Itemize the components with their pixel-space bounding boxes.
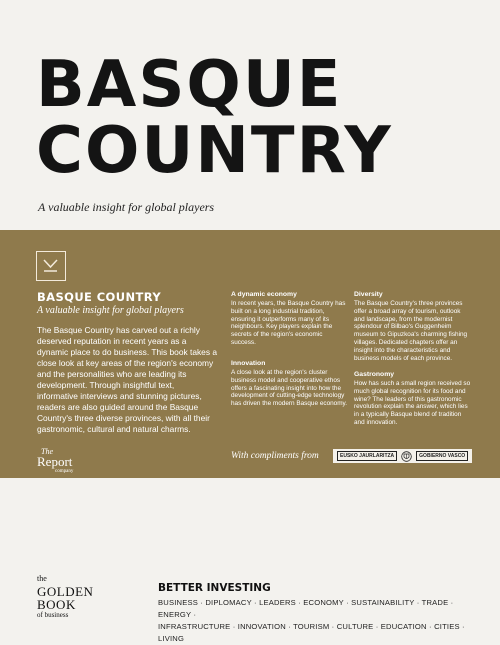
topics-list: [158, 597, 488, 645]
topics-line-1: BUSINESS · DIPLOMACY · LEADERS · ECONOMY · SUSTAINABILITY · TRADE · ENERGY ·: [158, 598, 454, 619]
intro-paragraph: The Basque Country has carved out a richly deserved reputation in recent years as a dynamic place to do business. This book takes a close look at key areas of the region's economy and the personalities who are leading its development. Through insightful text, informative interviews and stunning pictures, readers are also guided around the Basque Country's three diverse provinces, with all their gastronomic, cultural and natural charms.: [37, 325, 218, 434]
cover-tagline: A valuable insight for global players: [38, 200, 215, 214]
band-heading: BASQUE COUNTRY: [37, 290, 162, 304]
logo-the: The: [41, 447, 53, 456]
logo-company: company: [55, 469, 74, 474]
section-innovation: [231, 360, 349, 408]
band-subheading: A valuable insight for global players: [37, 305, 184, 316]
government-name-spanish: GOBIERNO VASCO: [416, 451, 468, 461]
section-title: A dynamic economy: [231, 291, 297, 298]
government-name-basque: EUSKO JAURLARITZA: [337, 451, 397, 461]
section-title: Diversity: [354, 291, 383, 298]
section-diversity: [354, 291, 472, 362]
section-gastronomy: [354, 371, 472, 427]
page-title: [36, 48, 393, 188]
basque-government-badge: [333, 449, 472, 463]
section-title: Gastronomy: [354, 371, 395, 378]
title-line-1: BASQUE: [36, 48, 343, 122]
logo-golden: GOLDEN: [37, 584, 94, 599]
compliments-text: With compliments from: [231, 451, 319, 461]
section-dynamic-economy: [231, 291, 349, 347]
the-report-company-logo: [37, 447, 73, 477]
section-title: Innovation: [231, 360, 266, 367]
golden-book-logo: [37, 572, 93, 620]
footer-headline: BETTER INVESTING: [158, 582, 271, 594]
section-text: In recent years, the Basque Country has built on a long industrial tradition, ensuring it outperforms many of its neighbours. Key players explain the secrets of the region's economic success.: [231, 300, 346, 346]
section-text: The Basque Country's three provinces offer a broad array of tourism, outlook and landscape, from the modernist splendour of Bilbao's Guggenheim museum to Gipuzkoa's charming fishing villages. Dedicated chapters offer an insight into the characteristics and business models of each province.: [354, 300, 468, 362]
title-line-2: COUNTRY: [36, 114, 393, 188]
logo-name: Report: [37, 454, 73, 469]
logo-business: of business: [37, 611, 69, 619]
topics-line-2: INFRASTRUCTURE · INNOVATION · TOURISM · CULTURE · EDUCATION · CITIES · LIVING: [158, 622, 465, 643]
logo-book: BOOK: [37, 597, 76, 612]
section-text: A close look at the region's cluster business model and cooperative ethos offers a fascinating insight into how the development of cutting-edge technology has driven the modern Basque economy.: [231, 369, 348, 408]
logo-the: the: [37, 574, 47, 583]
section-text: How has such a small region received so much global recognition for its food and wine? The leaders of this gastronomic revolution explain the answer, which lies in a typically Basque blend of tradition and innovation.: [354, 380, 471, 426]
coat-of-arms-icon: [401, 451, 412, 462]
chevron-down-icon: [36, 251, 66, 281]
